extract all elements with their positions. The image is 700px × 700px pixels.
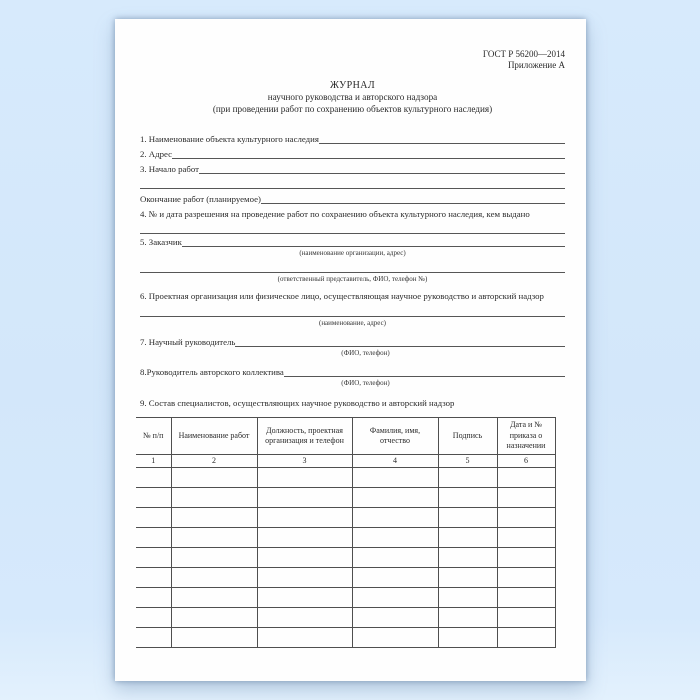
table-row	[136, 608, 555, 628]
table-empty-cell	[257, 568, 352, 588]
table-empty-cell	[171, 588, 257, 608]
table-row	[136, 468, 555, 488]
journal-scope: (при проведении работ по сохранению объектов культурного наследия)	[212, 103, 493, 114]
table-row	[136, 628, 555, 648]
table-empty-cell	[497, 588, 555, 608]
table-empty-cell	[352, 528, 438, 548]
table-empty-cell	[257, 628, 352, 648]
table-empty-cell	[497, 548, 555, 568]
column-number-cell: 5	[438, 455, 497, 468]
form-line-address	[140, 146, 565, 161]
table-empty-cell	[136, 588, 171, 608]
table-empty-cell	[438, 608, 497, 628]
fill-in-line	[284, 376, 565, 377]
table-empty-cell	[438, 528, 497, 548]
table-header-row	[136, 418, 555, 455]
gost-standard-ref: ГОСТ Р 56200—2014	[482, 49, 565, 59]
table-empty-cell	[497, 608, 555, 628]
table-empty-cell	[136, 568, 171, 588]
field-caption-fio-phone: (ФИО, телефон)	[341, 349, 390, 357]
form-label: 2. Адрес	[140, 149, 173, 159]
table-empty-cell	[497, 468, 555, 488]
table-empty-cell	[257, 528, 352, 548]
table-empty-cell	[136, 468, 171, 488]
table-empty-cell	[257, 488, 352, 508]
table-empty-cell	[438, 468, 497, 488]
table-empty-cell	[257, 508, 352, 528]
table-empty-cell	[438, 588, 497, 608]
table-row	[136, 508, 555, 528]
table-column-number-row	[136, 455, 555, 468]
table-empty-cell	[438, 548, 497, 568]
column-number-cell: 1	[136, 455, 171, 468]
appendix-label: Приложение А	[507, 60, 565, 70]
column-number-cell: 6	[497, 455, 555, 468]
table-empty-cell	[497, 488, 555, 508]
form-line-customer	[140, 234, 565, 249]
table-empty-cell	[352, 628, 438, 648]
table-empty-cell	[136, 508, 171, 528]
form-label: 6. Проектная организация или физическое лицо, осуществляющая научное руководство и авторский надзор	[140, 291, 544, 301]
form-label: 8.Руководитель авторского коллектива	[140, 367, 284, 377]
table-empty-cell	[171, 568, 257, 588]
table-empty-cell	[257, 608, 352, 628]
column-number-cell: 3	[257, 455, 352, 468]
form-label: 4. № и дата разрешения на проведение работ по сохранению объекта культурного наследия, кем выдано	[140, 209, 530, 219]
table-row	[136, 568, 555, 588]
table-header-cell-order: Дата и № приказа о назначении	[497, 418, 555, 455]
form-line-works-end	[140, 191, 565, 206]
fill-in-line	[140, 272, 565, 273]
table-empty-cell	[352, 568, 438, 588]
table-header-cell-fio: Фамилия, имя, отчество	[352, 418, 438, 455]
table-empty-cell	[257, 548, 352, 568]
fill-in-line	[182, 246, 565, 247]
fill-in-line	[140, 188, 565, 189]
form-line-permit	[140, 206, 565, 221]
column-number-cell: 4	[352, 455, 438, 468]
form-line-design-org	[140, 288, 565, 303]
form-label: 9. Состав специалистов, осуществляющих научное руководство и авторский надзор	[140, 398, 455, 408]
fill-in-line	[140, 316, 565, 317]
fill-in-line	[199, 173, 565, 174]
form-label: 3. Начало работ	[140, 164, 200, 174]
table-row	[136, 488, 555, 508]
table-empty-cell	[171, 608, 257, 628]
document-reference-block	[140, 49, 565, 71]
fill-in-line	[235, 346, 565, 347]
table-empty-cell	[171, 508, 257, 528]
table-empty-cell	[136, 608, 171, 628]
table-empty-cell	[352, 508, 438, 528]
table-header-cell-signature: Подпись	[438, 418, 497, 455]
specialists-table-header	[136, 418, 555, 468]
table-empty-cell	[136, 548, 171, 568]
journal-subtitle: научного руководства и авторского надзора	[267, 92, 438, 102]
form-label: 5. Заказчик	[140, 237, 182, 247]
table-empty-cell	[171, 488, 257, 508]
table-empty-cell	[352, 548, 438, 568]
form-line-blank	[140, 176, 565, 191]
form-line-blank	[140, 304, 565, 319]
table-empty-cell	[136, 528, 171, 548]
table-header-cell-num: № п/п	[136, 418, 171, 455]
fill-in-line	[319, 143, 565, 144]
form-label: Окончание работ (планируемое)	[140, 194, 261, 204]
table-empty-cell	[171, 468, 257, 488]
journal-title: ЖУРНАЛ	[329, 80, 376, 91]
table-empty-cell	[497, 568, 555, 588]
table-empty-cell	[352, 468, 438, 488]
table-row	[136, 548, 555, 568]
table-empty-cell	[352, 588, 438, 608]
form-line-scientific-lead	[140, 334, 565, 349]
form-line-authors-lead	[140, 364, 565, 379]
table-empty-cell	[257, 588, 352, 608]
table-empty-cell	[171, 628, 257, 648]
table-empty-cell	[171, 528, 257, 548]
table-row	[136, 528, 555, 548]
table-empty-cell	[136, 628, 171, 648]
table-row	[136, 588, 555, 608]
column-number-cell: 2	[171, 455, 257, 468]
table-header-cell-position: Должность, проектная организация и телефон	[257, 418, 352, 455]
table-empty-cell	[438, 568, 497, 588]
form-body	[140, 131, 565, 648]
field-caption-organization: (наименование организации, адрес)	[299, 249, 406, 257]
form-line-object-name	[140, 131, 565, 146]
field-caption-name-address: (наименование, адрес)	[318, 319, 387, 327]
table-empty-cell	[352, 608, 438, 628]
table-empty-cell	[438, 628, 497, 648]
form-line-blank	[140, 260, 565, 275]
form-line-blank	[140, 221, 565, 236]
table-empty-cell	[136, 488, 171, 508]
field-caption-representative: (ответственный представитель, ФИО, телефон №)	[277, 275, 428, 283]
form-label: 7. Научный руководитель	[140, 337, 236, 347]
table-empty-cell	[171, 548, 257, 568]
fill-in-line	[140, 233, 565, 234]
field-caption-fio-phone: (ФИО, телефон)	[341, 379, 390, 387]
table-empty-cell	[497, 628, 555, 648]
fill-in-line	[172, 158, 565, 159]
table-empty-cell	[497, 528, 555, 548]
table-empty-cell	[438, 508, 497, 528]
journal-title-block	[140, 80, 565, 115]
table-empty-cell	[352, 488, 438, 508]
document-page	[115, 19, 586, 681]
table-empty-cell	[257, 468, 352, 488]
form-line-specialists	[140, 395, 565, 410]
table-empty-rows	[136, 468, 555, 648]
table-empty-cell	[438, 488, 497, 508]
fill-in-line	[261, 203, 565, 204]
table-header-cell-works: Наименование работ	[171, 418, 257, 455]
form-line-works-start	[140, 161, 565, 176]
form-label: 1. Наименование объекта культурного наследия	[140, 134, 319, 144]
table-empty-cell	[497, 508, 555, 528]
specialists-table	[136, 417, 556, 648]
